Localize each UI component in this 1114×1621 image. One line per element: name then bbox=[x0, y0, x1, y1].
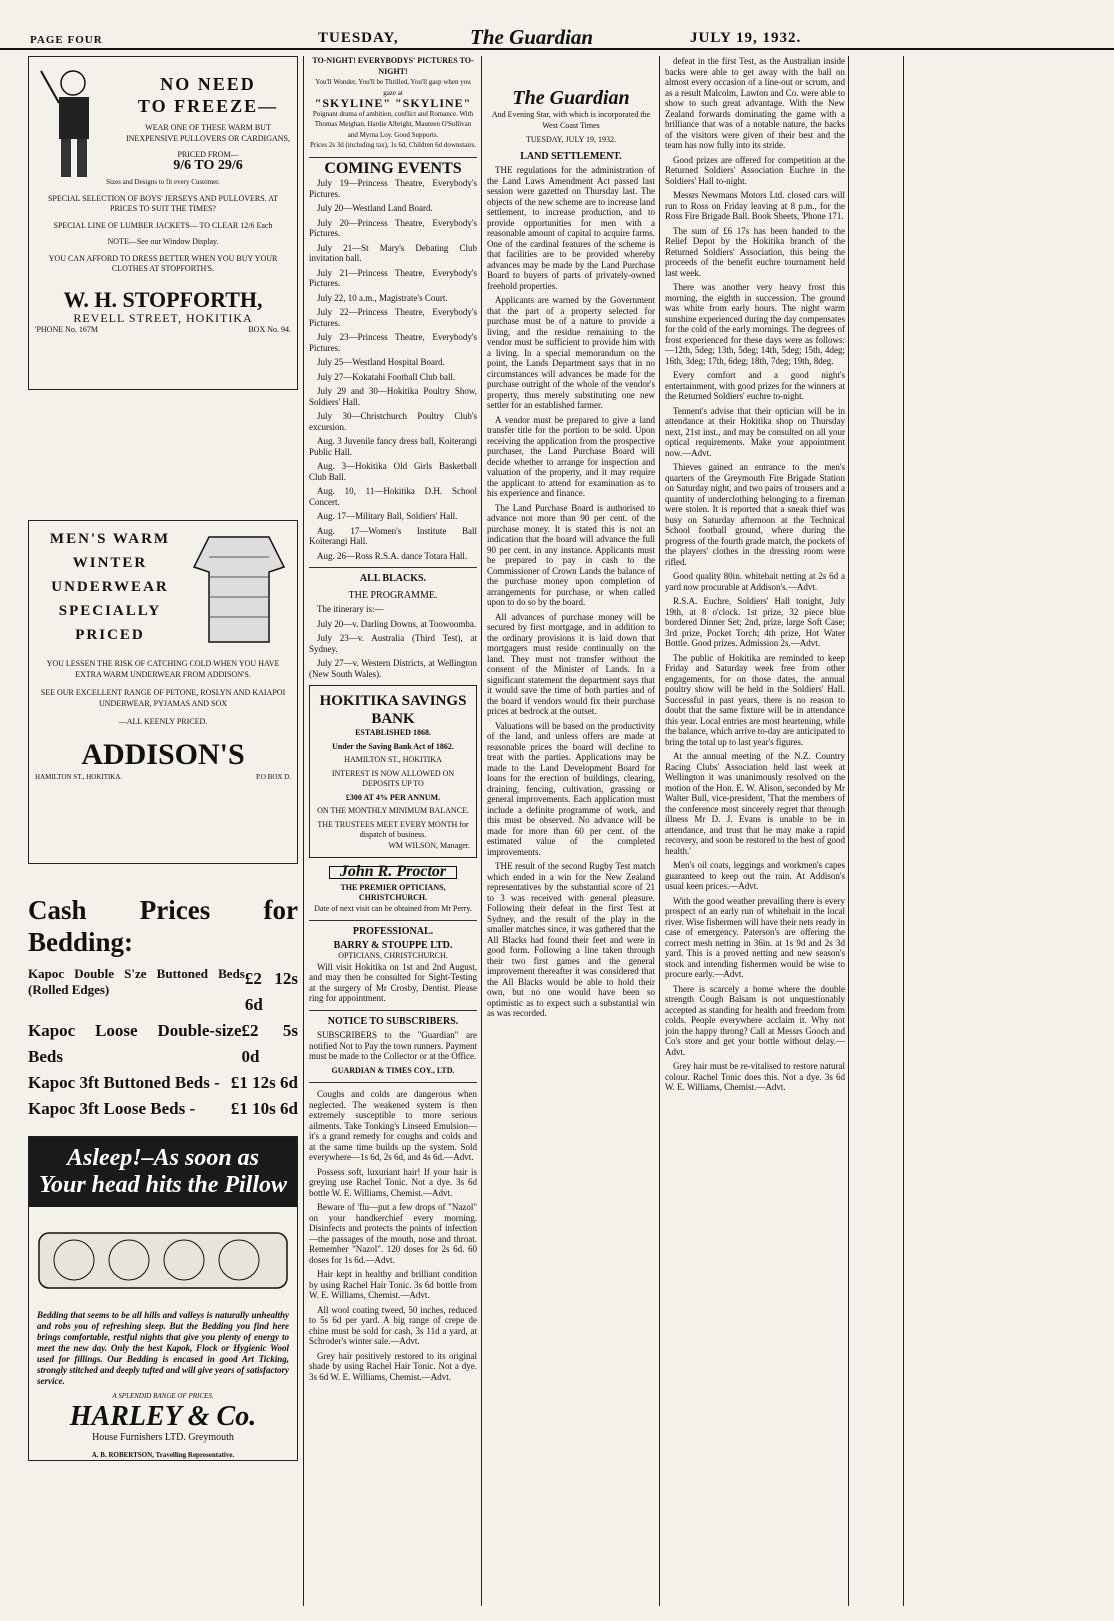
news-paragraph: Grey hair must be re-vitalised to restore natural colour. Rachel Tonic does this. Not a dye. 3s 6d W. E. Williams, Chemist.—Advt. bbox=[665, 1061, 845, 1092]
itinerary-item: July 23—v. Australia (Third Test), at Sydney. bbox=[309, 633, 477, 654]
addison-line2: WINTER bbox=[72, 555, 148, 571]
coming-events-list bbox=[309, 178, 477, 561]
harley-body: Bedding that seems to be all hills and valleys is naturally unhealthy and robs you of refreshing sleep. But the Bedding you find here brings comfortable, restful nights that give you plenty of energy to meet the new day. Only the best Kapok, Flock or Hygienic Wool used for fillings. Our Bedding is encased in good Art Ticking, strongly stitched and deeply tufted and will give years of satisfactory service. bbox=[37, 1309, 289, 1386]
news-paragraph: Coughs and colds are dangerous when neglected. The weakened system is then extremely susceptible to more serious ailments. Take Tonking's Linseed Emulsion—it's a grand remedy for coughs and colds and at the same time builds up the system. Sold everywhere—1s 6d, 2s 6d, and 4s 6d.—Advt. bbox=[309, 1089, 477, 1162]
all-blacks-list bbox=[309, 604, 477, 679]
bedding-row bbox=[28, 1070, 298, 1096]
harley-ad bbox=[28, 1136, 298, 1461]
bedding-ad bbox=[28, 894, 298, 1122]
bank-title: HOKITIKA SAVINGS BANK bbox=[319, 693, 467, 727]
column-rule bbox=[303, 56, 304, 1606]
professional-body: Will visit Hokitika on 1st and 2nd August, and may then be consulted for Sight-Testing at the surgery of Mr Crosby, Dentist. Please ring for appointment. bbox=[309, 961, 477, 1003]
event-item: July 21—Princess Theatre, Everybody's Pictures. bbox=[309, 267, 477, 288]
bank-act: Under the Saving Bank Act of 1862. bbox=[332, 741, 454, 751]
harley-banner-line2: Your head hits the Pillow bbox=[38, 1172, 288, 1198]
editorial-masthead-sub: And Evening Star, with which is incorporated the West Coast Times bbox=[491, 110, 651, 130]
event-item: July 30—Christchurch Poultry Club's excursion. bbox=[309, 411, 477, 432]
news-paragraph: The Land Purchase Board is authorised to advance not more than 90 per cent. of the purchase money. It is stated this is not an indication that the board will advance the full 90 per cent. in any instance. Applicants must be prepared to pay in cash to the Commissioner of Crown Lands the balance of the purchase money upon completion of arrangements for purchase, or when called upon to do so by the board. bbox=[487, 502, 655, 607]
itinerary-item: July 20—v. Darling Downs, at Toowoomba. bbox=[317, 618, 477, 629]
bedding-row-price: £1 12s 6d bbox=[230, 1073, 298, 1092]
coming-events-title: COMING EVENTS bbox=[324, 159, 462, 177]
event-item: July 20—Princess Theatre, Everybody's Pictures. bbox=[309, 217, 477, 238]
addison-address: HAMILTON ST., HOKITIKA. bbox=[35, 772, 123, 781]
event-item: July 19—Princess Theatre, Everybody's Pictures. bbox=[309, 178, 477, 199]
skyline-topline: TO-NIGHT! EVERYBODYS' PICTURES TO-NIGHT! bbox=[312, 56, 474, 76]
event-item: July 22, 10 a.m., Magistrate's Court. bbox=[317, 292, 448, 303]
bedding-row-label: Kapoc 3ft Loose Beds - bbox=[28, 1099, 196, 1118]
addison-body: YOU LESSEN THE RISK OF CATCHING COLD WHEN YOU HAVE EXTRA WARM UNDERWEAR FROM ADDISON'S. bbox=[46, 659, 280, 679]
news-paragraph: There was another very heavy frost this morning, the eighth in succession. The ground was white from early hours. The night warm sunshine experienced during the day compensates for the cold of the early mornings. The degrees of frost experienced for these days were as follows:—12th, 5deg; 13th, 5deg; 14th, 5deg; 15th, 4deg; 16th, 3deg; 17th, 6deg; 18th, 7deg; 19th, 8deg. bbox=[665, 282, 845, 366]
subscribers-title: NOTICE TO SUBSCRIBERS. bbox=[327, 1015, 459, 1027]
addison-line5: PRICED bbox=[75, 627, 145, 643]
proctor-body: Date of next visit can be obtained from Mr Perry. bbox=[314, 903, 472, 913]
event-item: Aug. 17—Women's Institute Ball Koiterangi Hall. bbox=[309, 525, 477, 546]
news-paragraph: At the annual meeting of the N.Z. Country Racing Clubs' Association held last week at Wellington it was unanimously resolved on the motion of the Hon. E. W. Alison, seconded by Mr Walter Bull, vice-president, 'That the members of the conference most sincerely regret that through illness Mr D. J. Evans is unable to be in attendance, and trust that he may make a rapid recovery, and soon be restored to the best of good health.' bbox=[665, 751, 845, 856]
stopforth-price-range: 9/6 TO 29/6 bbox=[173, 157, 243, 173]
bedding-row-price: £1 10s 6d bbox=[230, 1099, 298, 1118]
subscribers-body: SUBSCRIBERS to the "Guardian" are notified Not to Pay the town runners. Payment must be made to the Collector or at the Office. bbox=[309, 1030, 477, 1061]
event-item: Aug. 10, 11—Hokitika D.H. School Concert. bbox=[309, 486, 477, 507]
news-paragraph: Hair kept in healthy and brilliant condition by using Rachel Hair Tonic. 3s 6d bottle from W. E. Williams, Chemist.—Advt. bbox=[309, 1269, 477, 1300]
stopforth-price-from: PRICED FROM— bbox=[177, 150, 239, 159]
underwear-illustration-icon bbox=[189, 527, 289, 647]
news-paragraph: Good quality 80in. whitebait netting at 2s 6d a yard now procurable at Addison's.—Advt. bbox=[665, 571, 845, 592]
all-blacks-title: ALL BLACKS. bbox=[359, 573, 427, 584]
event-item: July 21—St Mary's Debating Club invitation ball. bbox=[309, 242, 477, 263]
addison-box: P.O BOX D. bbox=[255, 772, 291, 781]
bedding-title: Cash Prices for Bedding: bbox=[28, 895, 298, 957]
addison-ad bbox=[28, 520, 298, 864]
col2-misc-paragraphs bbox=[309, 1089, 477, 1382]
stopforth-special2: SPECIAL LINE OF LUMBER JACKETS— TO CLEAR 12/6 Each bbox=[53, 220, 273, 230]
column-rule bbox=[481, 56, 482, 1606]
news-paragraph: Thieves gained an entrance to the men's quarters of the Greymouth Fire Brigade Station on Saturday night, and two pairs of trousers and a quantity of underclothing belonging to a fireman were stolen. It is reported that a sneak thief was busy on Saturday afternoon at the Technical School football ground, where during the progress of the fourth grade match, the pockets of the players' clothes in the dressing room were rifled. bbox=[665, 462, 845, 567]
bedding-row-label: Kapoc Double S'ze Buttoned Beds (Rolled Edges) bbox=[28, 966, 245, 997]
bank-minimum: ON THE MONTHLY MINIMUM BALANCE. bbox=[317, 806, 469, 815]
stopforth-phone: 'PHONE No. 167M bbox=[35, 325, 98, 334]
itinerary-item: July 27—v. Western Districts, at Wellington (New South Wales). bbox=[309, 658, 477, 679]
column-rule bbox=[659, 56, 660, 1606]
event-item: Aug. 17—Military Ball, Soldiers' Hall. bbox=[317, 511, 458, 521]
stopforth-box: BOX No. 94. bbox=[248, 325, 291, 334]
itinerary-item: The itinerary is:— bbox=[317, 604, 384, 614]
news-paragraph: The sum of £6 17s has been handed to the Relief Depot by the Hokitika branch of the Returned Soldiers' Association, this being the proceeds of the benefit euchre tournament held last week. bbox=[665, 225, 845, 278]
news-paragraph: With the good weather prevailing there is every prospect of an early run of whitebait in the local river. Wise fishermen will have their nets ready in case of emergency. Paterson's are offering the correct mesh netting in 36in. at 1s 9d and 2s 3d yard. This is a proved netting and new season's stock and intending fishermen would be wise to procure early.—Advt. bbox=[665, 895, 845, 979]
bank-manager: WM WILSON, Manager. bbox=[388, 840, 470, 850]
masthead bbox=[0, 0, 1114, 50]
skyline-sub: You'll Wonder, You'll be Thrilled, You'll gasp when you gaze at bbox=[315, 78, 471, 97]
bedding-row-price: £2 5s 0d bbox=[241, 1021, 298, 1066]
event-item: July 23—Princess Theatre, Everybody's Pictures. bbox=[309, 332, 477, 353]
news-paragraph: Every comfort and a good night's entertainment, with good prizes for the winners at the Returned Soldiers' euchre to-night. bbox=[665, 370, 845, 401]
news-paragraph: THE regulations for the administration of the Land Laws Amendment Act passed last session were gazetted on Thursday last. The objects of the new scheme are to increase land settlement, to increase production, and to provide opportunities for men with a reasonable amount of capital to acquire farms. One of the cardinal features of the scheme is that facilities are to be provided whereby advances may be made by the Land Purchase Board to buyers of parts of privately-owned freehold properties. bbox=[487, 165, 655, 291]
column-3 bbox=[487, 56, 655, 1611]
stopforth-ad bbox=[28, 56, 298, 390]
event-item: Aug. 3—Hokitika Old Girls Basketball Club Ball. bbox=[309, 461, 477, 482]
bank-trustees: THE TRUSTEES MEET EVERY MONTH for dispatch of business. bbox=[317, 819, 469, 839]
bedding-row-price: £2 12s 6d bbox=[244, 969, 298, 1014]
bedding-row-label: Kapoc Loose Double-size Beds bbox=[28, 1021, 242, 1066]
professional-firm: BARRY & STOUPPE LTD. bbox=[333, 939, 453, 951]
skyline-desc: Poignant drama of ambition, conflict and Romance. With Thomas Meighan, Hardie Albright, Maureen O'Sullivan and Myrna Loy. Good Supports. bbox=[312, 109, 474, 139]
harley-name: HARLEY & Co. bbox=[69, 1401, 257, 1432]
stopforth-name: W. H. STOPFORTH, bbox=[63, 286, 263, 312]
column-ads bbox=[28, 56, 298, 1611]
column-2 bbox=[309, 56, 477, 1611]
stopforth-note: NOTE—See our Window Display. bbox=[107, 237, 219, 246]
news-paragraph: Applicants are warned by the Government that the part of a property selected for purchase must be of a nature to provide a living, and the residue remaining to the vendor must be sufficient to provide him with a living. In a special memorandum on the point, the Lands Department says that in no circumstances will advances be made for the purchase outright of the whole of the vendor's property, thus merely substituting one new settler for an established farmer. bbox=[487, 295, 655, 410]
bank-established: ESTABLISHED 1868. bbox=[355, 728, 431, 737]
bedding-row-label: Kapoc 3ft Buttoned Beds - bbox=[28, 1073, 220, 1092]
event-item: July 25—Westland Hospital Board. bbox=[317, 357, 445, 367]
addison-line4: SPECIALLY bbox=[58, 603, 162, 619]
stopforth-sizes: Sizes and Designs to fit every Customer. bbox=[106, 178, 220, 186]
editorial-masthead: The Guardian bbox=[512, 87, 630, 109]
column-rule bbox=[903, 56, 904, 1606]
bedding-row bbox=[28, 966, 298, 1018]
news-paragraph: Tennent's advise that their optician will be in attendance at their Hokitika shop on Thursday next, 21st inst., and may be consulted on all your optical requirements. Make your appointment now.—Advt. bbox=[665, 405, 845, 458]
bank-rate: £300 AT 4% PER ANNUM. bbox=[345, 792, 441, 802]
skyline-prices: Prices 2s 3d (including tax), 1s 6d, Children 6d downstairs. bbox=[309, 141, 477, 149]
bedding-row bbox=[28, 1018, 298, 1070]
harley-sub: House Furnishers LTD. Greymouth bbox=[92, 1432, 234, 1443]
editorial-date: TUESDAY, JULY 19, 1932. bbox=[525, 135, 617, 144]
bedding-illustration-icon bbox=[29, 1213, 297, 1303]
skyline-title: "SKYLINE" "SKYLINE" bbox=[314, 96, 472, 110]
event-item: July 29 and 30—Hokitika Poultry Show, Soldiers' Hall. bbox=[309, 386, 477, 407]
editorial-body bbox=[487, 165, 655, 1019]
addison-range: SEE OUR EXCELLENT RANGE OF PETONE, ROSLYN AND KAIAPOI UNDERWEAR, PYJAMAS AND SOX bbox=[40, 688, 286, 708]
news-paragraph: A vendor must be prepared to give a land transfer title for the portion to be sold. Upon receiving the application from the prospective purchaser, the Land Purchase Board will decide whether to arrange for inspection and valuation of the property, and it may require the applicant to attend for examination as to his experience and finance. bbox=[487, 414, 655, 498]
news-paragraph: Possess soft, luxuriant hair! If your hair is greying use Rachel Tonic. Not a dye. 3s 6d bottle W. E. Williams, Chemist.—Advt. bbox=[309, 1166, 477, 1198]
news-paragraph: Men's oil coats, leggings and workmen's capes guaranteed to keep out the rain. At Addison's usual keen prices.—Advt. bbox=[665, 860, 845, 891]
news-paragraph: The public of Hokitika are reminded to keep Friday and Saturday week free from other engagements, for on those dates, the annual poultry show will be held in the Soldiers' Hall. Successful in past years, there is no reason to doubt that the same fixture will be in attendance this year. Local entries are most heartening, while the balance, which arrive to-day are anticipated to bring the total up to last year's figures. bbox=[665, 652, 845, 747]
addison-line3: UNDERWEAR bbox=[51, 579, 169, 595]
harley-range: A SPLENDID RANGE OF PRICES. bbox=[112, 1391, 214, 1400]
event-item: Aug. 3 Juvenile fancy dress ball, Koiterangi Public Hall. bbox=[309, 436, 477, 457]
subscribers-signature: GUARDIAN & TIMES COY., LTD. bbox=[331, 1065, 455, 1075]
news-paragraph: Good prizes are offered for competition at the Returned Soldiers' Association Euchre in the Soldiers' Hall to-night. bbox=[665, 154, 845, 186]
stopforth-street: REVELL STREET, HOKITIKA bbox=[73, 310, 253, 325]
news-paragraph: Grey hair positively restored to its original shade by using Rachel Hair Tonic. Not a dye. 3s 6d W. E. Williams, Chemist.—Advt. bbox=[309, 1350, 477, 1382]
addison-keenly: —ALL KEENLY PRICED. bbox=[118, 717, 208, 726]
bank-interest: INTEREST IS NOW ALLOWED ON DEPOSITS UP TO bbox=[331, 768, 455, 788]
proctor-title: THE PREMIER OPTICIANS, CHRISTCHURCH. bbox=[340, 882, 446, 902]
header-date: JULY 19, 1932. bbox=[690, 30, 802, 46]
news-paragraph: defeat in the first Test, as the Australian inside backs were able to get away with the ball on almost every occasion of a line-out or scrum, and as a result Malcolm, Lawton and Co. were able to show to such great advantage. With the New Zealand forwards dominating the game with a brilliance that was of a notable nature, the backs of the visitors were given of their best and the team has now fully into its stride. bbox=[665, 56, 845, 150]
column-4 bbox=[665, 56, 845, 1611]
news-paragraph: THE result of the second Rugby Test match which ended in a win for the New Zealand representatives by the substantial score of 21 to 3 was received with general pleasure. Following their defeat in the first Test at Sydney, and the result of the play in the smaller matches since, it was gathered that the All Blacks had found their feet and were in good form. Following a line taken through their two first games and the general improvement thereafter it was considered that the All Blacks would be able to hold their own, but no one would have been so optimistic as to expect such a substantial win as was recorded. bbox=[487, 861, 655, 1018]
news-paragraph: All wool coating tweed, 50 inches, reduced to 5s 6d per yard. A big range of crepe de chine must be sold for cash, 3s 11d a yard, at Schroder's winter sale.—Advt. bbox=[309, 1304, 477, 1346]
column-rule bbox=[848, 56, 849, 1606]
news-paragraph: Beware of 'flu—put a few drops of "Nazol" on your handkerchief every morning. Disinfects and protects the points of infection—the passages of the mouth, nose and throat. Remember "Nazol". 120 doses for 2s 6d. 60 doses for 1s 6d.—Advt. bbox=[309, 1202, 477, 1265]
addison-line1: MEN'S WARM bbox=[49, 531, 171, 547]
stopforth-headline2: TO FREEZE— bbox=[137, 96, 279, 116]
event-item: July 27—Kokatahi Football Club ball. bbox=[317, 371, 456, 382]
news-paragraph: There is scarcely a home where the double strength Cough Balsam is not unquestionably accepted as standing for health and freedom from colds. People everywhere acclaim it. Why not join the happy throng? Call at Messrs Gooch and Co's store and get your bottle without delay.—Advt. bbox=[665, 983, 845, 1057]
stopforth-body: WEAR ONE OF THESE WARM BUT INEXPENSIVE PULLOVERS OR CARDIGANS, bbox=[125, 123, 290, 143]
all-blacks-sub: THE PROGRAMME. bbox=[348, 589, 438, 601]
stopforth-dress: YOU CAN AFFORD TO DRESS BETTER WHEN YOU BUY YOUR CLOTHES AT STOPFORTH'S. bbox=[48, 253, 278, 273]
stopforth-headline1: NO NEED bbox=[160, 74, 256, 94]
news-paragraph: Messrs Newmans Motors Ltd. closed cars will run to Ross on Friday leaving at 8 p.m., for the Ross Fire Brigade Ball. Book Sheets, 'Phone 171. bbox=[665, 190, 845, 221]
news-paragraph: R.S.A. Euchre, Soldiers' Hall tonight, July 19th, at 8 o'clock. 1st prize, 32 piece blue bordered Dinner Set; 2nd, prize, large Soft Case; 3rd prize, Pocket Torch; 4th prize, Hot Water Bottle. Good prizes. Admission 2s.—Advt. bbox=[665, 596, 845, 648]
event-item: July 20—Westland Land Board. bbox=[317, 203, 433, 213]
header-day: TUESDAY, bbox=[318, 30, 399, 46]
page-label: PAGE FOUR bbox=[30, 34, 103, 46]
proctor-signature: John R. Proctor bbox=[329, 866, 457, 879]
savings-bank-ad bbox=[309, 685, 477, 858]
event-item: July 22—Princess Theatre, Everybody's Pictures. bbox=[309, 307, 477, 328]
harley-rep: A. B. ROBERTSON, Travelling Representative. bbox=[91, 1450, 235, 1459]
news-paragraph: All advances of purchase money will be secured by first mortgage, and in addition to the ordinary provisions it is laid down that mortgagers must reside continually on the land. They must not transfer without the consent of the Minister of Lands. In a significant statement the department says that it would save the time of both parties and of the board if vendors would fix their purchase prices at bedrock at the outset. bbox=[487, 611, 655, 716]
col4-body bbox=[665, 56, 845, 1093]
harley-banner bbox=[29, 1137, 297, 1207]
professional-title: PROFESSIONAL. bbox=[352, 926, 434, 937]
addison-name: ADDISON'S bbox=[81, 737, 245, 771]
bedding-row bbox=[28, 1096, 298, 1122]
bank-street: HAMILTON ST., HOKITIKA bbox=[344, 755, 442, 764]
harley-banner-line1: Asleep!–As soon as bbox=[66, 1145, 260, 1171]
golfer-illustration-icon bbox=[35, 61, 115, 181]
stopforth-special1: SPECIAL SELECTION OF BOYS' JERSEYS AND PULLOVERS. AT PRICES TO SUIT THE TIMES? bbox=[47, 193, 279, 213]
news-paragraph: Valuations will be based on the productivity of the land, and unless offers are made at reasonable prices the board will decline to treat with the parties. Applications may be made to the Land Development Board for loans for the erection of buildings, clearing, draining, fencing, cultivation, grassing or general improvements. Each application must include a definite programme of work, and this must be observed. No advance will be made for more than 60 per cent. of the estimated value of the completed improvements. bbox=[487, 720, 655, 857]
editorial-title: LAND SETTLEMENT. bbox=[520, 150, 622, 162]
event-item: Aug. 26—Ross R.S.A. dance Totara Hall. bbox=[317, 550, 468, 561]
header-paper-name: The Guardian bbox=[470, 25, 594, 49]
professional-sub: OPTICIANS, CHRISTCHURCH. bbox=[338, 951, 448, 960]
